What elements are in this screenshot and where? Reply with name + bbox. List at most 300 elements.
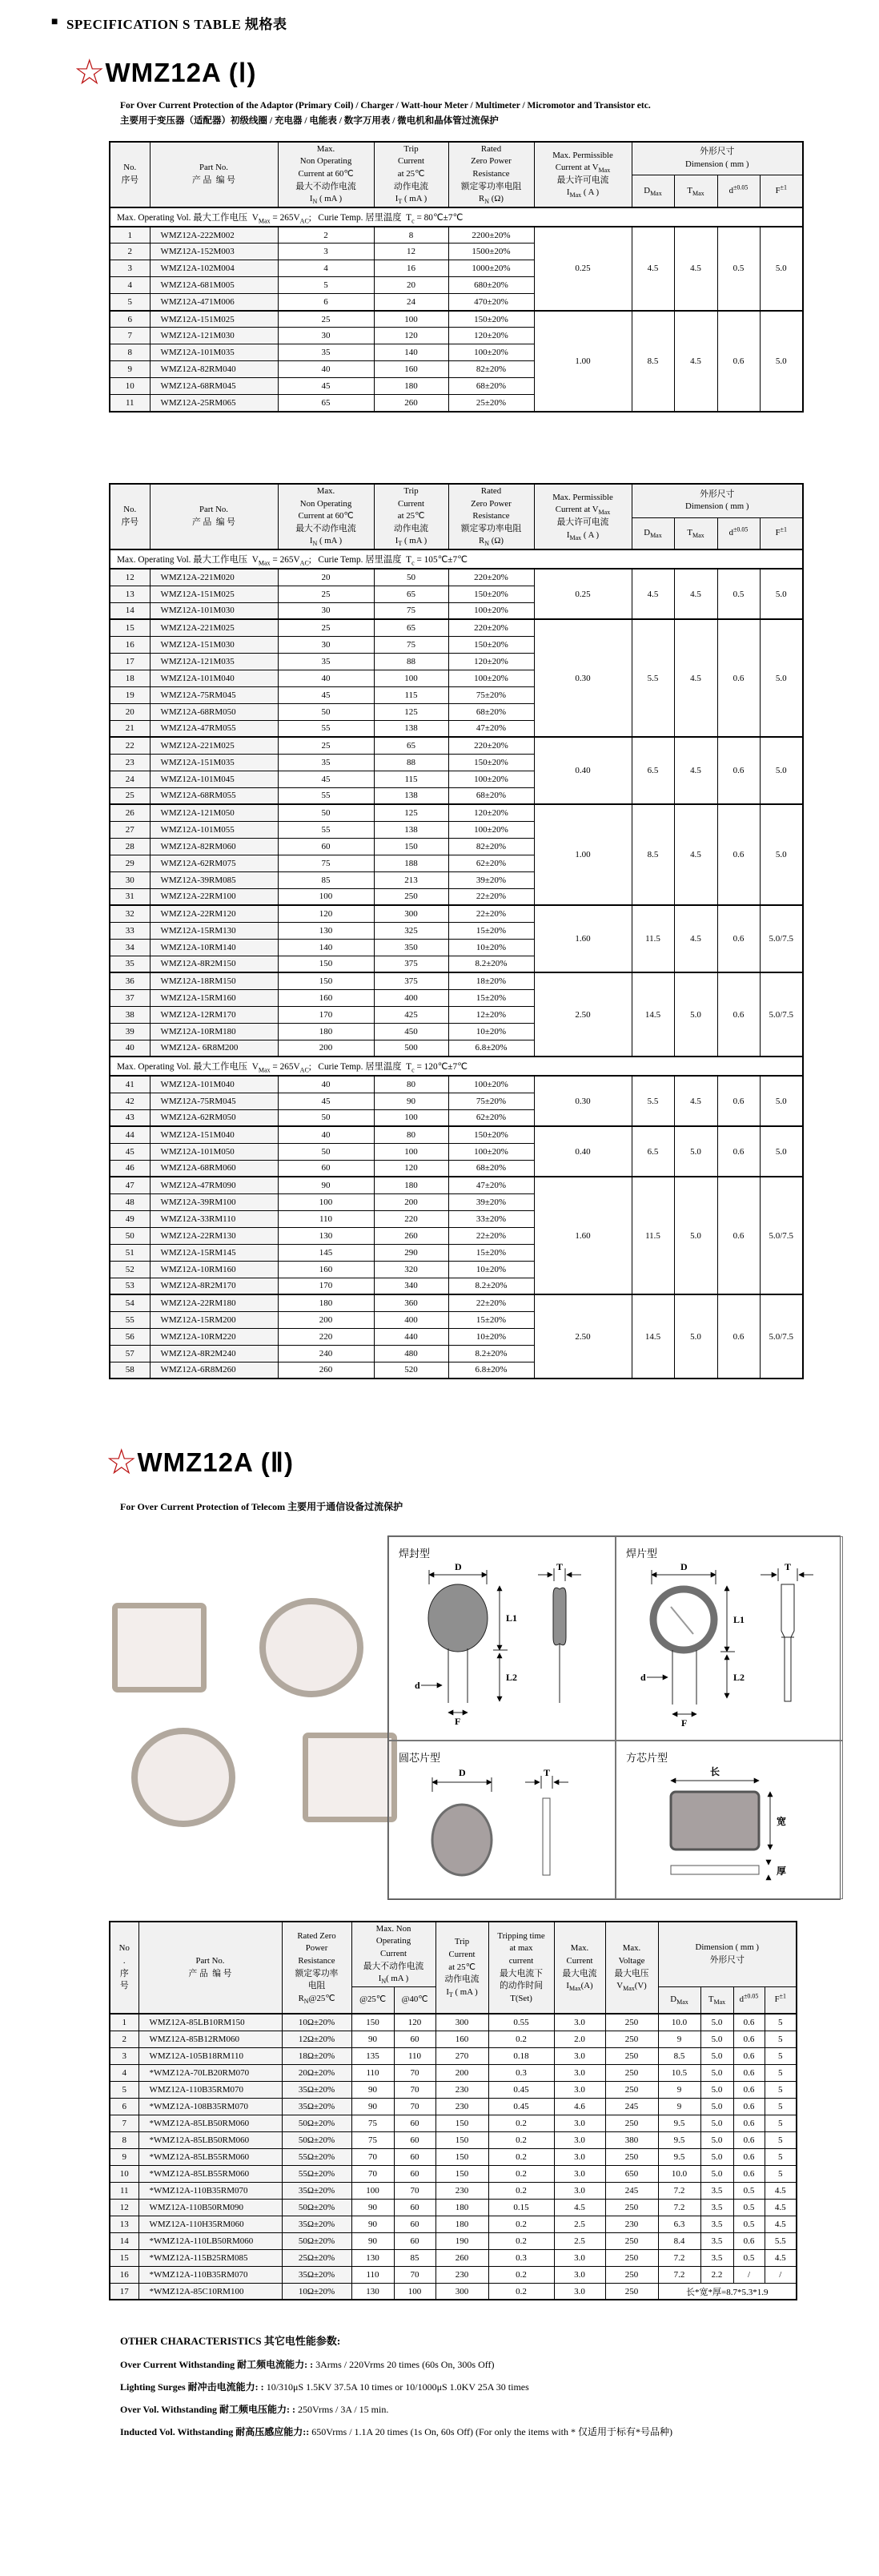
in-cell: 55	[278, 720, 374, 737]
in-cell: 35	[278, 754, 374, 771]
value-cell: 5	[765, 2031, 797, 2047]
no-cell: 27	[110, 821, 150, 838]
col-dimension: 外形尺寸 Dimension ( mm )	[632, 484, 803, 517]
value-cell: 230	[435, 2266, 488, 2283]
f-cell: 5.0	[760, 227, 803, 311]
value-cell: 6.3	[658, 2216, 700, 2232]
dim-label-D: D	[455, 1560, 462, 1572]
d-cell: 0.6	[717, 972, 760, 1057]
tmax-cell: 4.5	[674, 227, 717, 311]
no-cell: 22	[110, 737, 150, 754]
value-cell: 9.5	[658, 2115, 700, 2131]
part-no-cell: WMZ12A-68RM045	[150, 378, 278, 395]
imax-cell: 1.00	[534, 311, 632, 412]
no-cell: 8	[110, 344, 150, 361]
part-no-cell: WMZ12A-47RM055	[150, 720, 278, 737]
col-d: $d^{\pm 0.05}$	[717, 175, 760, 207]
in-cell: 100	[278, 888, 374, 905]
in-cell: 50	[278, 1143, 374, 1160]
value-cell: 260	[435, 2249, 488, 2266]
imax-cell: 0.25	[534, 227, 632, 311]
it-cell: 340	[374, 1278, 448, 1294]
rn-cell: 39±20%	[448, 871, 534, 888]
value-cell: 0.2	[488, 2165, 554, 2182]
lug-type-drawing	[624, 1560, 834, 1729]
in-cell: 25	[278, 311, 374, 328]
spec-row	[110, 2064, 797, 2081]
spec-row	[110, 2081, 797, 2098]
no-cell: 50	[110, 1227, 150, 1244]
part-no-cell: WMZ12A-75RM045	[150, 686, 278, 703]
value-cell: 250	[605, 2199, 658, 2216]
d-cell: 0.6	[717, 1177, 760, 1294]
part-no-cell: WMZ12A-681M005	[150, 277, 278, 294]
tmax-cell: 5.0	[674, 972, 717, 1057]
part-no-cell: WMZ12A-75RM045	[150, 1093, 278, 1109]
value-cell: 2.0	[554, 2031, 605, 2047]
value-cell: 150	[435, 2165, 488, 2182]
in-cell: 5	[278, 277, 374, 294]
no-cell: 55	[110, 1311, 150, 1328]
part-no-cell: WMZ12A-18RM150	[150, 972, 278, 989]
in-cell: 180	[278, 1294, 374, 1311]
spec-row	[110, 1126, 803, 1143]
value-cell: 15	[110, 2249, 138, 2266]
value-cell: 3.0	[554, 2115, 605, 2131]
dmax-cell: 8.5	[632, 311, 674, 412]
in-cell: 45	[278, 1093, 374, 1109]
tmax-cell: 4.5	[674, 311, 717, 412]
part-no-cell: *WMZ12A-85LB50RM060	[138, 2131, 282, 2148]
value-cell: 5.0	[700, 2115, 733, 2131]
part-no-cell: WMZ12A-15RM160	[150, 989, 278, 1006]
it-cell: 220	[374, 1210, 448, 1227]
rn-cell: 68±20%	[448, 703, 534, 720]
value-cell: 250	[605, 2031, 658, 2047]
value-cell: 230	[435, 2182, 488, 2199]
value-cell: 190	[435, 2232, 488, 2249]
part-no-cell: *WMZ12A-108B35RM070	[138, 2098, 282, 2115]
part-no-cell: WMZ12A-8R2M240	[150, 1345, 278, 1362]
value-cell: 3.5	[700, 2249, 733, 2266]
spec-row	[110, 2165, 797, 2182]
series1-description-zh: 主要用于变压器（适配器）初级线圈 / 充电器 / 电能表 / 数字万用表 / 微电机和晶体管过流保护	[120, 116, 499, 127]
value-cell: 0.18	[488, 2047, 554, 2064]
no-cell: 29	[110, 855, 150, 871]
part-no-cell: *WMZ12A-70LB20RM070	[138, 2064, 282, 2081]
part-no-cell: WMZ12A-12RM170	[150, 1006, 278, 1023]
figure-round-chip-type	[388, 1741, 616, 1899]
value-cell: 9.5	[658, 2131, 700, 2148]
spec-row	[110, 1076, 803, 1093]
dim-label-D: D	[680, 1560, 688, 1572]
dim-label-d: d	[415, 1679, 420, 1691]
part-no-cell: WMZ12A-15RM130	[150, 922, 278, 939]
no-cell: 35	[110, 956, 150, 972]
in-cell: 6	[278, 294, 374, 311]
in-cell: 60	[278, 838, 374, 855]
value-cell: 70	[394, 2064, 435, 2081]
value-cell: 90	[351, 2199, 394, 2216]
no-cell: 14	[110, 602, 150, 619]
value-cell: 0.2	[488, 2148, 554, 2165]
value-cell: 12Ω±20%	[282, 2031, 351, 2047]
value-cell: 3.0	[554, 2266, 605, 2283]
f-cell: 5.0	[760, 619, 803, 737]
value-cell: 50Ω±20%	[282, 2131, 351, 2148]
operating-condition-text: Max. Operating Vol. 最大工作电压 $V_{Max} = 265V_{AC}$; Curie Temp. 居里温度 $T_c$ = 80℃±7℃	[110, 207, 803, 227]
value-cell: 5.0	[700, 2098, 733, 2115]
rn-cell: 39±20%	[448, 1193, 534, 1210]
in-cell: 65	[278, 395, 374, 412]
value-cell: 250	[605, 2064, 658, 2081]
value-cell: 0.45	[488, 2081, 554, 2098]
value-cell: 90	[351, 2216, 394, 2232]
spec-row	[110, 1294, 803, 1311]
value-cell: 245	[605, 2182, 658, 2199]
value-cell: 7.2	[658, 2249, 700, 2266]
part-no-cell: WMZ12A-68RM050	[150, 703, 278, 720]
in-cell: 170	[278, 1278, 374, 1294]
characteristic-value: 650Vrms / 1.1A 20 times (1s On, 60s Off) (For only the items with * 仅适用于标有*号品种)	[311, 2426, 672, 2438]
imax-cell: 1.60	[534, 1177, 632, 1294]
value-cell: 0.3	[488, 2064, 554, 2081]
rn-cell: 150±20%	[448, 1126, 534, 1143]
it-cell: 260	[374, 395, 448, 412]
col-non-operating-current: Max. Non Operating Current at 60℃ 最大不动作电流 $I_N$ ( mA )	[278, 484, 374, 549]
value-cell: 10Ω±20%	[282, 2014, 351, 2031]
value-cell: 5.0	[700, 2047, 733, 2064]
value-cell: 4.5	[554, 2199, 605, 2216]
value-cell: 150	[435, 2131, 488, 2148]
it-cell: 180	[374, 1177, 448, 1193]
value-cell: 8	[110, 2131, 138, 2148]
value-cell: 110	[351, 2266, 394, 2283]
other-characteristics-title: OTHER CHARACTERISTICS 其它电性能参数:	[120, 2335, 341, 2348]
value-cell: 70	[351, 2165, 394, 2182]
dmax-cell: 11.5	[632, 1177, 674, 1294]
it-cell: 425	[374, 1006, 448, 1023]
value-cell: 7	[110, 2115, 138, 2131]
value-cell: 5	[765, 2148, 797, 2165]
figure-label: 圆芯片型	[399, 1751, 441, 1764]
rn-cell: 100±20%	[448, 821, 534, 838]
it-cell: 440	[374, 1328, 448, 1345]
it-cell: 200	[374, 1193, 448, 1210]
value-cell: 0.2	[488, 2232, 554, 2249]
it-cell: 88	[374, 754, 448, 771]
dmax-cell: 6.5	[632, 1126, 674, 1177]
value-cell: 0.6	[733, 2165, 765, 2182]
figure-lug-type	[616, 1536, 843, 1741]
value-cell: 60	[394, 2199, 435, 2216]
rn-cell: 15±20%	[448, 922, 534, 939]
value-cell: 60	[394, 2216, 435, 2232]
value-cell: 2	[110, 2031, 138, 2047]
rn-cell: 33±20%	[448, 1210, 534, 1227]
d-cell: 0.6	[717, 737, 760, 804]
part-no-cell: WMZ12A-221M025	[150, 619, 278, 636]
f-cell: 5.0	[760, 1126, 803, 1177]
no-cell: 36	[110, 972, 150, 989]
part-no-cell: WMZ12A-222M002	[150, 227, 278, 244]
f-cell: 5.0	[760, 737, 803, 804]
product-photo-square-chip	[112, 1603, 207, 1693]
value-cell: 300	[435, 2014, 488, 2031]
characteristic-line	[120, 2380, 834, 2393]
part-no-cell: WMZ12A-110B35RM070	[138, 2081, 282, 2098]
value-cell: 0.3	[488, 2249, 554, 2266]
value-cell: 60	[394, 2131, 435, 2148]
rn-cell: 15±20%	[448, 1244, 534, 1261]
value-cell: 55Ω±20%	[282, 2148, 351, 2165]
no-cell: 25	[110, 787, 150, 804]
spec-row	[110, 1177, 803, 1193]
no-cell: 7	[110, 328, 150, 344]
value-cell: 50Ω±20%	[282, 2232, 351, 2249]
spec-row	[110, 2148, 797, 2165]
value-cell: 10.5	[658, 2064, 700, 2081]
value-cell: 0.5	[733, 2199, 765, 2216]
it-cell: 213	[374, 871, 448, 888]
value-cell: 35Ω±20%	[282, 2081, 351, 2098]
no-cell: 33	[110, 922, 150, 939]
no-cell: 17	[110, 653, 150, 670]
value-cell: 4.5	[765, 2249, 797, 2266]
in-cell: 4	[278, 260, 374, 277]
it-cell: 100	[374, 311, 448, 328]
value-cell: 7.2	[658, 2182, 700, 2199]
value-cell: 8.5	[658, 2047, 700, 2064]
it-cell: 100	[374, 1109, 448, 1126]
in-cell: 25	[278, 619, 374, 636]
spec-row	[110, 569, 803, 586]
value-cell: 135	[351, 2047, 394, 2064]
part-no-cell: WMZ12A-22RM130	[150, 1227, 278, 1244]
value-cell: 150	[435, 2115, 488, 2131]
col-at-25c: @25℃	[351, 1986, 394, 2014]
it-cell: 180	[374, 378, 448, 395]
part-no-cell: WMZ12A-151M025	[150, 311, 278, 328]
rn-cell: 82±20%	[448, 838, 534, 855]
no-cell: 43	[110, 1109, 150, 1126]
characteristic-line	[120, 2357, 834, 2371]
part-no-cell: WMZ12A-15RM145	[150, 1244, 278, 1261]
col-part-no: Part No. 产 品 编 号	[150, 142, 278, 207]
part-no-cell: WMZ12A-10RM180	[150, 1023, 278, 1040]
rn-cell: 100±20%	[448, 771, 534, 787]
value-cell: 250	[605, 2047, 658, 2064]
col-non-operating-current: Max. Non Operating Current at 60℃ 最大不动作电流 $I_N$ ( mA )	[278, 142, 374, 207]
value-cell: 130	[351, 2283, 394, 2300]
f-cell: 5.0/7.5	[760, 1177, 803, 1294]
it-cell: 520	[374, 1362, 448, 1379]
no-cell: 34	[110, 939, 150, 956]
part-no-cell: WMZ12A-33RM110	[150, 1210, 278, 1227]
it-cell: 12	[374, 244, 448, 260]
no-cell: 28	[110, 838, 150, 855]
value-cell: 20Ω±20%	[282, 2064, 351, 2081]
value-cell: 250	[605, 2232, 658, 2249]
round-chip-drawing	[397, 1765, 607, 1891]
value-cell: 245	[605, 2098, 658, 2115]
value-cell: 0.55	[488, 2014, 554, 2031]
value-cell: 75	[351, 2115, 394, 2131]
f-cell: 5.0/7.5	[760, 972, 803, 1057]
it-cell: 138	[374, 720, 448, 737]
value-cell: 90	[351, 2081, 394, 2098]
in-cell: 20	[278, 569, 374, 586]
value-cell: 60	[394, 2232, 435, 2249]
in-cell: 50	[278, 703, 374, 720]
col-dimension: Dimension ( mm ) 外形尺寸	[658, 1922, 797, 1987]
in-cell: 100	[278, 1193, 374, 1210]
rn-cell: 47±20%	[448, 720, 534, 737]
value-cell: 7.2	[658, 2199, 700, 2216]
in-cell: 240	[278, 1345, 374, 1362]
series2-subtitle: For Over Current Protection of Telecom 主要用于通信设备过流保护	[120, 1500, 403, 1512]
col-max-current: Max. Current 最大电流 $I_{Max}(A)$	[554, 1922, 605, 2015]
value-cell: 3.0	[554, 2047, 605, 2064]
rn-cell: 6.8±20%	[448, 1040, 534, 1057]
it-cell: 140	[374, 344, 448, 361]
it-cell: 65	[374, 737, 448, 754]
col-tmax: $T_{Max}$	[674, 517, 717, 549]
value-cell: 0.6	[733, 2047, 765, 2064]
value-cell: 250	[605, 2266, 658, 2283]
no-cell: 26	[110, 804, 150, 821]
value-cell: 3.0	[554, 2081, 605, 2098]
value-cell: 9.5	[658, 2148, 700, 2165]
tmax-cell: 4.5	[674, 1076, 717, 1126]
spec-row	[110, 2249, 797, 2266]
it-cell: 16	[374, 260, 448, 277]
col-dmax: $D_{Max}$	[658, 1986, 700, 2014]
value-cell: 100	[351, 2182, 394, 2199]
value-cell: 9	[658, 2031, 700, 2047]
star-icon: ☆	[74, 53, 106, 92]
figure-label: 方芯片型	[626, 1751, 668, 1764]
f-cell: 5.0	[760, 311, 803, 412]
part-no-cell: WMZ12A-82RM040	[150, 361, 278, 378]
value-cell: 150	[435, 2148, 488, 2165]
square-chip-drawing	[624, 1765, 834, 1891]
it-cell: 65	[374, 586, 448, 602]
rn-cell: 62±20%	[448, 1109, 534, 1126]
part-no-cell: WMZ12A-221M020	[150, 569, 278, 586]
part-no-cell: WMZ12A-101M030	[150, 602, 278, 619]
no-cell: 2	[110, 244, 150, 260]
spec-row	[110, 2182, 797, 2199]
it-cell: 188	[374, 855, 448, 871]
outline-drawing-panel	[387, 1536, 841, 1900]
spec-row	[110, 737, 803, 754]
rn-cell: 120±20%	[448, 653, 534, 670]
value-cell: 250	[605, 2014, 658, 2031]
value-cell: 0.6	[733, 2014, 765, 2031]
value-cell: 10Ω±20%	[282, 2283, 351, 2300]
in-cell: 180	[278, 1023, 374, 1040]
value-cell: 10.0	[658, 2165, 700, 2182]
part-no-cell: WMZ12A-10RM140	[150, 939, 278, 956]
no-cell: 16	[110, 636, 150, 653]
part-no-cell: WMZ12A-39RM085	[150, 871, 278, 888]
part-no-cell: WMZ12A- 6R8M200	[150, 1040, 278, 1057]
no-cell: 52	[110, 1261, 150, 1278]
rn-cell: 100±20%	[448, 602, 534, 619]
value-cell: 0.2	[488, 2131, 554, 2148]
dim-label-length: 长	[710, 1765, 720, 1777]
rn-cell: 47±20%	[448, 1177, 534, 1193]
col-part-no: Part No. 产 品 编 号	[150, 484, 278, 549]
value-cell: 250	[605, 2081, 658, 2098]
part-no-cell: WMZ12A-82RM060	[150, 838, 278, 855]
value-cell: 3.0	[554, 2182, 605, 2199]
in-cell: 110	[278, 1210, 374, 1227]
series2-name: WMZ12A (Ⅱ)	[137, 1447, 294, 1478]
in-cell: 35	[278, 653, 374, 670]
value-cell: 300	[435, 2283, 488, 2300]
imax-cell: 1.00	[534, 804, 632, 905]
col-rated-resistance: Rated Zero Power Resistance 额定零功率电阻 $R_N$ (Ω)	[448, 484, 534, 549]
rn-cell: 62±20%	[448, 855, 534, 871]
no-cell: 23	[110, 754, 150, 771]
part-no-cell: WMZ12A-85B12RM060	[138, 2031, 282, 2047]
rn-cell: 22±20%	[448, 905, 534, 922]
col-rated-resistance: Rated Zero Power Resistance 额定零功率电阻 $R_N$ (Ω)	[448, 142, 534, 207]
rn-cell: 220±20%	[448, 569, 534, 586]
no-cell: 11	[110, 395, 150, 412]
f-cell: 5.0	[760, 569, 803, 619]
in-cell: 150	[278, 956, 374, 972]
wmz12a-2-spec-table	[109, 1921, 797, 2301]
it-cell: 90	[374, 1093, 448, 1109]
spec-table-header	[110, 484, 803, 549]
col-no: No. 序号	[110, 484, 150, 549]
it-cell: 350	[374, 939, 448, 956]
no-cell: 41	[110, 1076, 150, 1093]
col-tmax: $T_{Max}$	[700, 1986, 733, 2014]
value-cell: 250	[605, 2249, 658, 2266]
value-cell: 250	[605, 2115, 658, 2131]
in-cell: 85	[278, 871, 374, 888]
value-cell: 3.0	[554, 2148, 605, 2165]
no-cell: 51	[110, 1244, 150, 1261]
dim-label-width: 宽	[777, 1815, 787, 1827]
it-cell: 120	[374, 328, 448, 344]
value-cell: 4.5	[765, 2182, 797, 2199]
value-cell: 60	[394, 2115, 435, 2131]
product-photo-round-disc	[131, 1728, 235, 1827]
in-cell: 40	[278, 670, 374, 686]
it-cell: 450	[374, 1023, 448, 1040]
spec-row	[110, 905, 803, 922]
part-no-cell: WMZ12A-25RM065	[150, 395, 278, 412]
d-cell: 0.6	[717, 1076, 760, 1126]
no-cell: 20	[110, 703, 150, 720]
rn-cell: 220±20%	[448, 737, 534, 754]
no-cell: 15	[110, 619, 150, 636]
value-cell: 0.2	[488, 2115, 554, 2131]
value-cell: 9	[110, 2148, 138, 2165]
rn-cell: 100±20%	[448, 344, 534, 361]
value-cell: 3.0	[554, 2131, 605, 2148]
value-cell: 5.0	[700, 2165, 733, 2182]
rn-cell: 10±20%	[448, 1261, 534, 1278]
it-cell: 400	[374, 1311, 448, 1328]
value-cell: 10.0	[658, 2014, 700, 2031]
no-cell: 31	[110, 888, 150, 905]
